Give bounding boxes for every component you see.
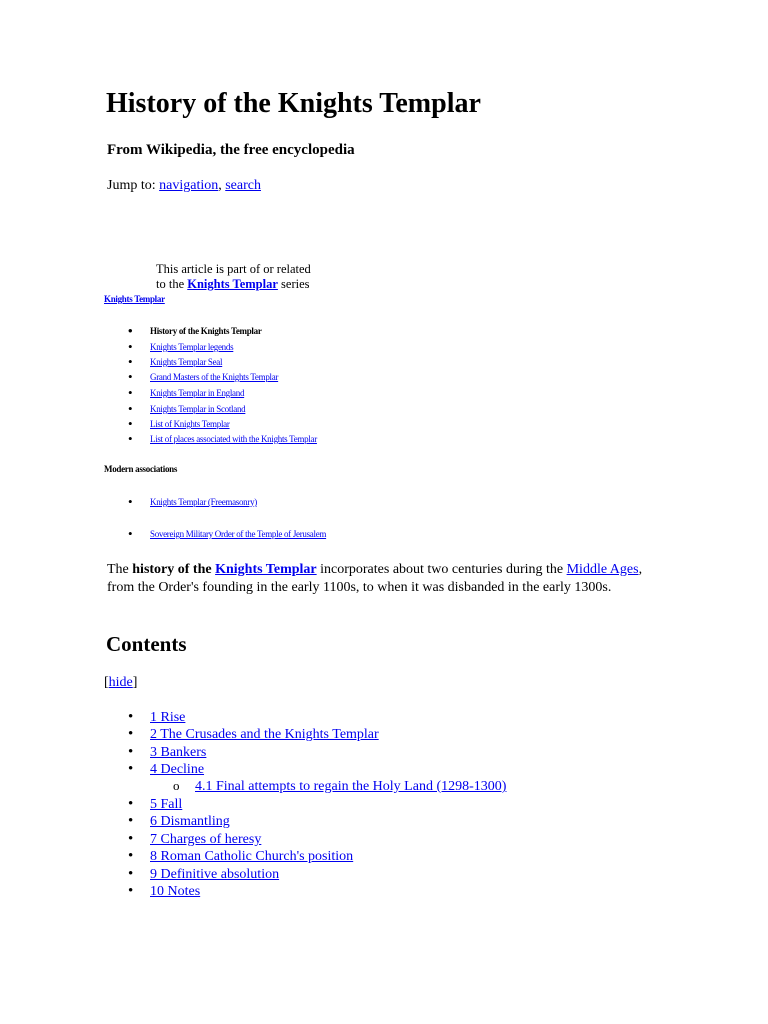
infobox-series-title-link[interactable]: Knights Templar — [187, 277, 278, 291]
toc-item — [150, 797, 182, 813]
series-item-link[interactable]: Grand Masters of the Knights Templar — [150, 372, 279, 382]
intro-the: The — [107, 562, 129, 577]
series-item-link[interactable]: List of Knights Templar — [150, 419, 230, 429]
toc-link[interactable]: 4 Decline — [150, 762, 205, 777]
series-item-link[interactable]: List of places associated with the Knights Templar — [150, 434, 317, 444]
series-list-item — [150, 404, 245, 414]
toc-link[interactable]: 8 Roman Catholic Church's position — [150, 849, 354, 864]
jump-to-separator: , — [218, 178, 222, 193]
jump-to-label: Jump to: — [107, 178, 156, 193]
series-list-item — [150, 342, 233, 352]
modern-item-link[interactable]: Sovereign Military Order of the Temple of Jerusalem — [150, 529, 327, 539]
infobox-line2-prefix: to the — [156, 277, 185, 291]
series-link[interactable]: Knights Templar — [104, 294, 165, 304]
toc-item — [150, 745, 206, 761]
toc-item — [150, 867, 279, 883]
infobox-line1: This article is part of or related — [156, 262, 311, 276]
series-item-link[interactable]: Knights Templar in Scotland — [150, 404, 246, 414]
toc-item — [150, 884, 200, 900]
toc-link[interactable]: 9 Definitive absolution — [150, 867, 280, 882]
toc-item — [150, 832, 261, 848]
toc-link[interactable]: 4.1 Final attempts to regain the Holy Land (1298-1300) — [195, 779, 507, 794]
contents-heading: Contents — [106, 632, 187, 656]
toc-toggle — [104, 675, 137, 691]
toc-link[interactable]: 6 Dismantling — [150, 814, 230, 829]
toc-item — [150, 814, 230, 830]
knights-templar-link[interactable]: Knights Templar — [215, 562, 317, 577]
toc-link[interactable]: 7 Charges of heresy — [150, 832, 262, 847]
toc-link[interactable]: 10 Notes — [150, 884, 201, 899]
modern-list-item — [150, 529, 326, 539]
intro-text1: incorporates about two centuries during the — [320, 562, 564, 577]
toc-item — [150, 849, 353, 865]
series-item-link[interactable]: Knights Templar in England — [150, 388, 245, 398]
series-list-item — [150, 419, 230, 429]
series-list-item — [150, 388, 244, 398]
toc-link[interactable]: 1 Rise — [150, 710, 186, 725]
series-item-current — [150, 326, 262, 336]
series-list-item — [150, 372, 278, 382]
toc-link[interactable]: 3 Bankers — [150, 745, 207, 760]
infobox-line2-suffix: series — [281, 277, 310, 291]
page-title: History of the Knights Templar — [106, 88, 481, 119]
toc-toggle-close: ] — [132, 675, 138, 690]
series-item-link[interactable]: Knights Templar legends — [150, 342, 234, 352]
toc-item — [150, 710, 185, 726]
toc-item — [150, 727, 379, 743]
toc-hide-link[interactable]: hide — [108, 675, 133, 690]
navigation-link[interactable]: navigation — [159, 178, 219, 193]
series-item-link[interactable]: Knights Templar Seal — [150, 357, 223, 367]
middle-ages-link[interactable]: Middle Ages — [566, 562, 639, 577]
jump-to-bar — [107, 178, 261, 194]
series-item-label: History of the Knights Templar — [150, 326, 262, 336]
intro-bold-term: history of the — [132, 562, 212, 577]
toc-link[interactable]: 2 The Crusades and the Knights Templar — [150, 727, 379, 742]
modern-associations-label: Modern associations — [104, 464, 178, 474]
modern-item-link[interactable]: Knights Templar (Freemasonry) — [150, 497, 257, 507]
page-subtitle: From Wikipedia, the free encyclopedia — [107, 142, 355, 158]
toc-item — [150, 762, 204, 778]
toc-link[interactable]: 5 Fall — [150, 797, 183, 812]
series-list-item — [150, 434, 317, 444]
intro-text2: , from the Order's founding in the early 1100s, to when it was disbanded in the early 1300s. — [107, 562, 643, 595]
toc-subitem — [195, 779, 506, 795]
modern-list-item — [150, 497, 257, 507]
search-link[interactable]: search — [225, 178, 261, 193]
intro-paragraph — [107, 561, 647, 596]
toc-toggle-open: [ — [104, 675, 109, 690]
series-list-item — [150, 357, 222, 367]
series-infobox-intro — [156, 262, 346, 292]
